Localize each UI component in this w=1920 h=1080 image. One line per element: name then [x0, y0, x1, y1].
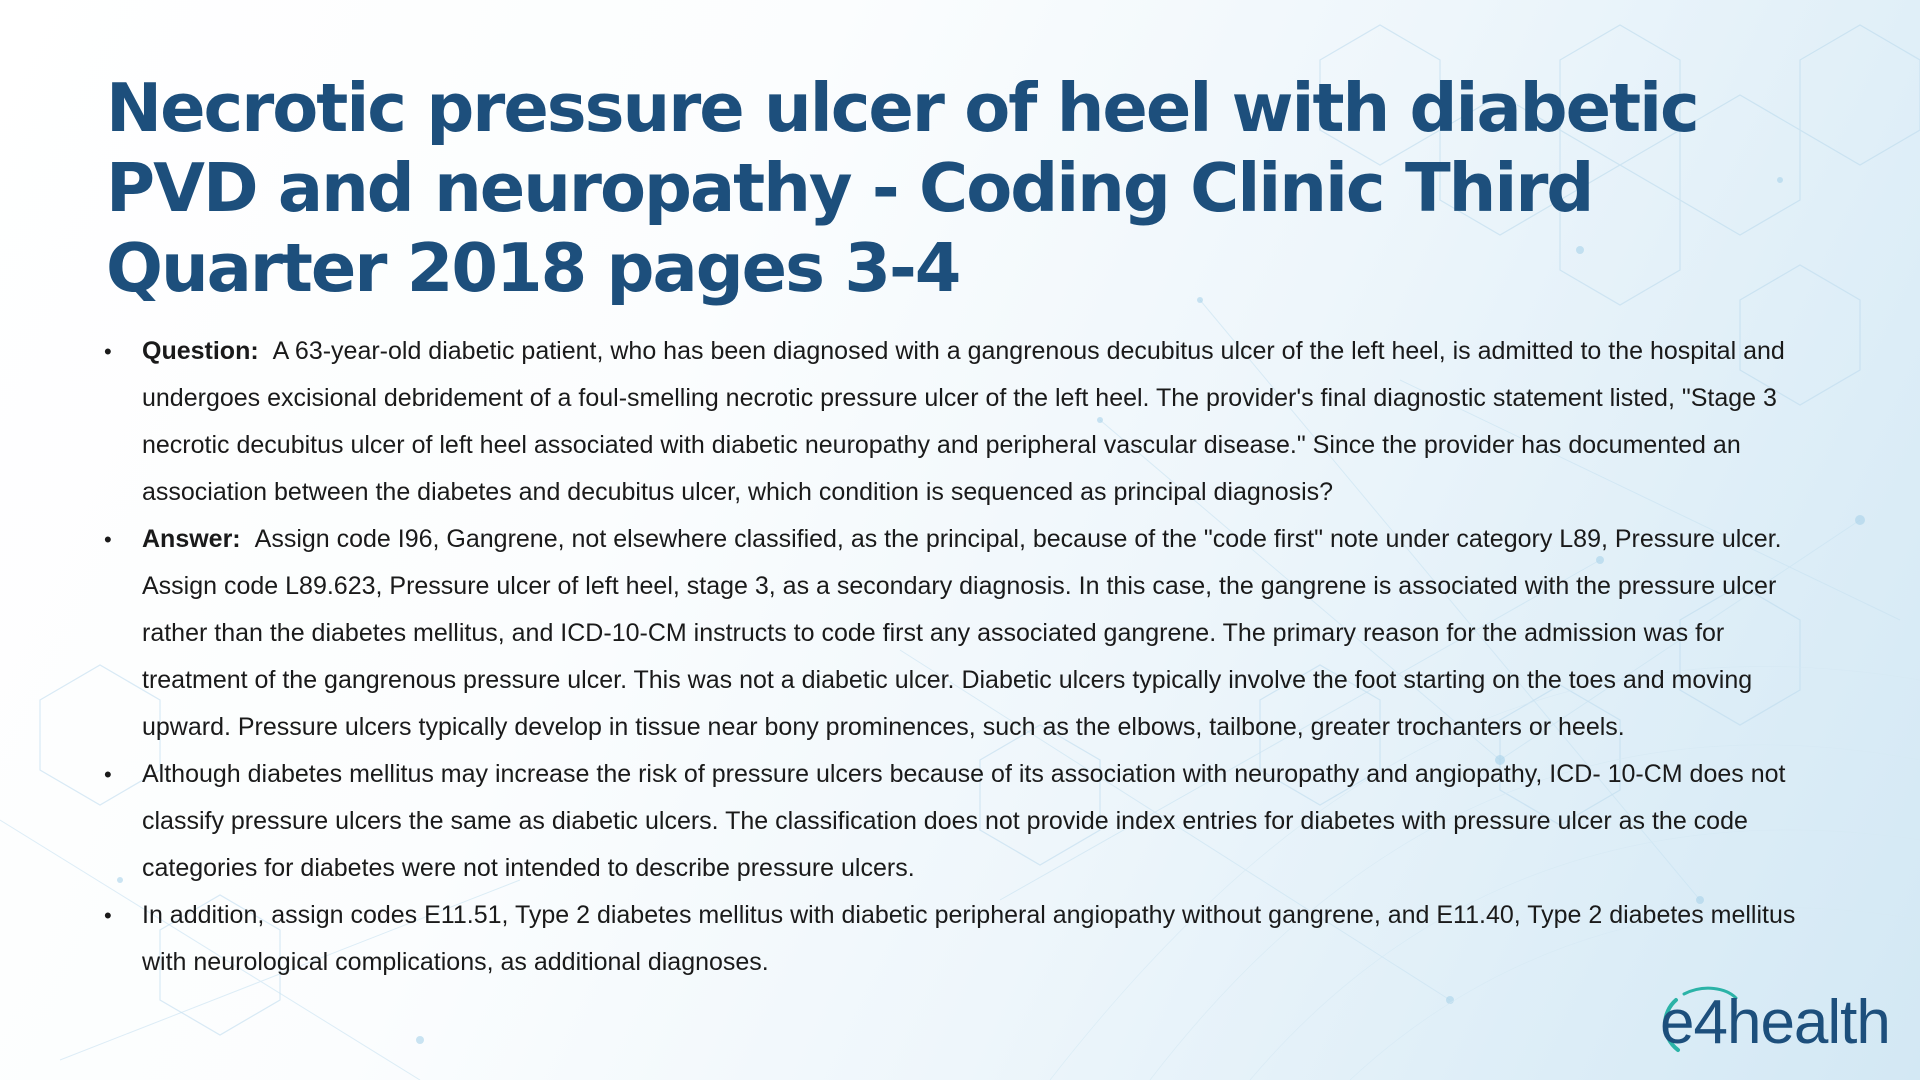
- bullet-marker: •: [104, 527, 112, 552]
- bullet-question: [100, 328, 1825, 516]
- bullet-marker: •: [104, 339, 112, 364]
- answer-text: Assign code I96, Gangrene, not elsewhere classified, as the principal, because of the "code first" note under category L89, Pressure ulcer. Assign code L89.623, Pressure ulcer of left heel, stage 3, as a secondary diagnosis. In this case, the gangrene is associated with the pressure ulcer rather than the diabetes mellitus, and ICD-10-CM instructs to code first any associated gangrene. The primary reason for the admission was for treatment of the gangrenous pressure ulcer. This was not a diabetic ulcer. Diabetic ulcers typically involve the foot starting on the toes and moving upward. Pressure ulcers typically develop in tissue near bony prominences, such as the elbows, tailbone, greater trochanters or heels.: [142, 525, 1782, 741]
- logo-wordmark: e4health: [1660, 988, 1890, 1057]
- bullet-marker: •: [104, 762, 112, 787]
- question-text: A 63-year-old diabetic patient, who has been diagnosed with a gangrenous decubitus ulcer of the left heel, is admitted to the hospital and undergoes excisional debridement of a foul-smelling necrotic pressure ulcer of the left heel. The provider's final diagnostic statement listed, "Stage 3 necrotic decubitus ulcer of left heel associated with diabetic neuropathy and peripheral vascular disease." Since the provider has documented an association between the diabetes and decubitus ulcer, which condition is sequenced as principal diagnosis?: [142, 337, 1785, 506]
- e4health-logo: [1656, 978, 1896, 1058]
- bullet-classification-note: [100, 751, 1825, 892]
- slide-title: Necrotic pressure ulcer of heel with diabetic PVD and neuropathy - Coding Clinic Third Quarter 2018 pages 3-4: [106, 69, 1698, 307]
- additional-codes-text: In addition, assign codes E11.51, Type 2 diabetes mellitus with diabetic peripheral angiopathy without gangrene, and E11.40, Type 2 diabetes mellitus with neurological complications, as additional diagnoses.: [142, 901, 1796, 976]
- question-label: Question:: [142, 337, 259, 365]
- bullet-additional-codes: [100, 892, 1825, 986]
- bullet-list: [100, 328, 1825, 986]
- answer-label: Answer:: [142, 525, 241, 553]
- classification-note-text: Although diabetes mellitus may increase the risk of pressure ulcers because of its association with neuropathy and angiopathy, ICD- 10-CM does not classify pressure ulcers the same as diabetic ulcers. The classification does not provide index entries for diabetes with pressure ulcer as the code categories for diabetes were not intended to describe pressure ulcers.: [142, 760, 1786, 882]
- bullet-answer: [100, 516, 1825, 751]
- bullet-marker: •: [104, 903, 112, 928]
